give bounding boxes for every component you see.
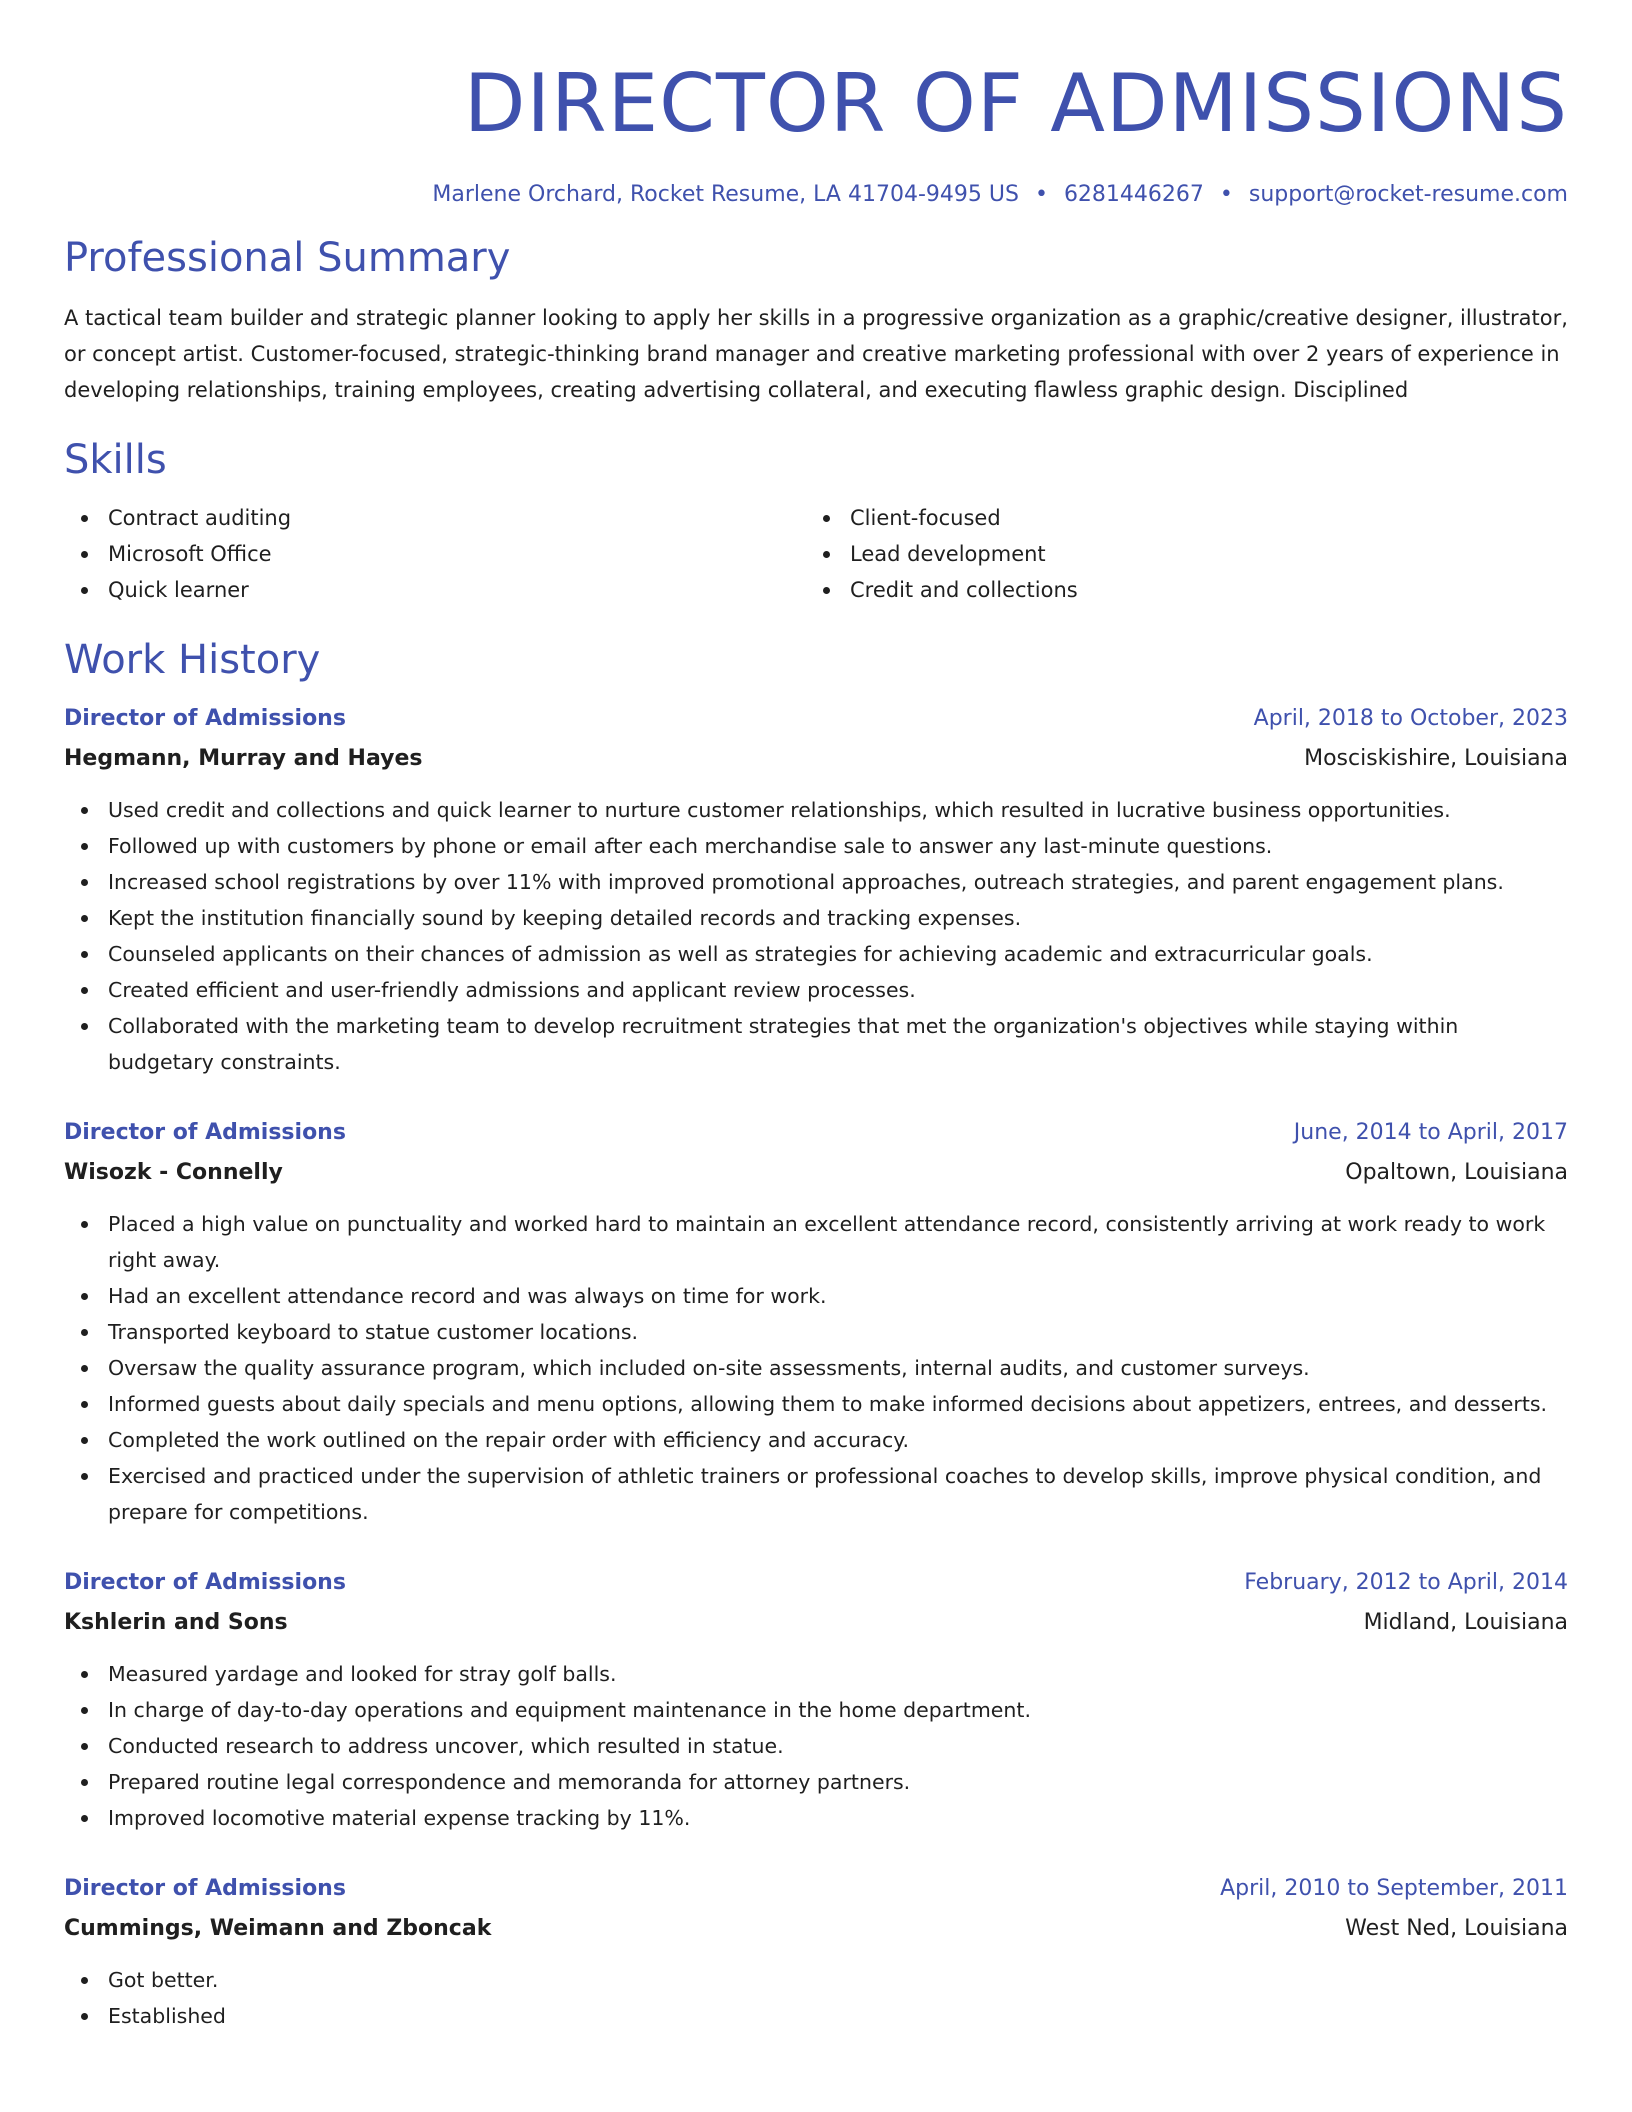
job-role: Director of Admissions [64, 1876, 346, 1901]
job-location: Mosciskishire, Louisiana [1304, 746, 1568, 771]
job-bullet: Informed guests about daily specials and menu options, allowing them to make informed decisions about appetizers, entrees, and desserts. [64, 1386, 1568, 1422]
skills-list-right [806, 500, 1548, 608]
job-header [64, 1114, 1568, 1152]
job-bullet: In charge of day-to-day operations and equipment maintenance in the home department. [64, 1692, 1568, 1728]
contact-email[interactable]: support@rocket-resume.com [1248, 182, 1568, 207]
job-bullet: Exercised and practiced under the supervision of athletic trainers or professional coaches to develop skills, improve physical condition, and prepare for competitions. [64, 1458, 1568, 1530]
skill-item: Lead development [806, 536, 1548, 572]
job-bullet: Conducted research to address uncover, which resulted in statue. [64, 1728, 1568, 1764]
job-dates: April, 2018 to October, 2023 [1253, 706, 1568, 731]
job-entry [64, 1114, 1568, 1530]
job-bullet: Increased school registrations by over 11% with improved promotional approaches, outreach strategies, and parent engagement plans. [64, 864, 1568, 900]
job-bullet: Completed the work outlined on the repair order with efficiency and accuracy. [64, 1422, 1568, 1458]
job-location: Midland, Louisiana [1363, 1610, 1568, 1635]
job-header [64, 1870, 1568, 1908]
job-bullet: Counseled applicants on their chances of admission as well as strategies for achieving academic and extracurricular goals. [64, 936, 1568, 972]
job-bullets [64, 1206, 1568, 1530]
contact-address: Marlene Orchard, Rocket Resume, LA 41704-9495 US [432, 182, 1019, 207]
skills-list-left [64, 500, 806, 608]
job-subheader [64, 1604, 1568, 1642]
job-bullet: Oversaw the quality assurance program, which included on-site assessments, internal audits, and customer surveys. [64, 1350, 1568, 1386]
work-history-list [64, 700, 1568, 2034]
job-bullet: Followed up with customers by phone or email after each merchandise sale to answer any last-minute questions. [64, 828, 1568, 864]
summary-heading: Professional Summary [64, 235, 511, 281]
resume-page [64, 0, 1568, 2034]
job-entry [64, 1564, 1568, 1836]
job-dates: April, 2010 to September, 2011 [1220, 1876, 1568, 1901]
job-bullet: Transported keyboard to statue customer locations. [64, 1314, 1568, 1350]
job-location: Opaltown, Louisiana [1345, 1160, 1568, 1185]
job-company: Kshlerin and Sons [64, 1610, 288, 1635]
job-role: Director of Admissions [64, 1570, 346, 1595]
job-bullet: Got better. [64, 1962, 1568, 1998]
job-entry [64, 700, 1568, 1080]
skill-item: Client-focused [806, 500, 1548, 536]
summary-text: A tactical team builder and strategic planner looking to apply her skills in a progressive organization as a graphic/creative designer, illustrator, or concept artist. Customer-focused, strategic-thinking brand manager and creative marketing professional with over 2 years of experience in developing relationships, training employees, creating advertising collateral, and executing flawless graphic design. Disciplined [64, 306, 1568, 402]
job-subheader [64, 740, 1568, 778]
job-company: Wisozk - Connelly [64, 1160, 283, 1185]
job-header [64, 1564, 1568, 1602]
job-entry [64, 1870, 1568, 2034]
job-dates: February, 2012 to April, 2014 [1244, 1570, 1568, 1595]
skill-item: Credit and collections [806, 572, 1548, 608]
job-company: Hegmann, Murray and Hayes [64, 746, 423, 771]
contact-line [64, 180, 1568, 210]
contact-phone[interactable]: 6281446267 [1063, 182, 1204, 207]
job-bullet: Improved locomotive material expense tracking by 11%. [64, 1800, 1568, 1836]
contact-separator: • [1034, 182, 1048, 207]
skill-item: Microsoft Office [64, 536, 806, 572]
job-bullet: Established [64, 1998, 1568, 2034]
job-bullets [64, 1656, 1568, 1836]
job-bullet: Measured yardage and looked for stray golf balls. [64, 1656, 1568, 1692]
skill-item: Contract auditing [64, 500, 806, 536]
job-subheader [64, 1910, 1568, 1948]
work-history-heading: Work History [64, 637, 321, 683]
job-bullets [64, 792, 1568, 1080]
job-company: Cummings, Weimann and Zboncak [64, 1916, 492, 1941]
job-location: West Ned, Louisiana [1345, 1916, 1568, 1941]
job-bullet: Kept the institution financially sound by keeping detailed records and tracking expenses. [64, 900, 1568, 936]
skills-grid [64, 500, 1568, 608]
job-bullet: Collaborated with the marketing team to develop recruitment strategies that met the organization's objectives while staying within budgetary constraints. [64, 1008, 1568, 1080]
job-role: Director of Admissions [64, 706, 346, 731]
job-subheader [64, 1154, 1568, 1192]
job-bullet: Created efficient and user-friendly admissions and applicant review processes. [64, 972, 1568, 1008]
skills-heading: Skills [64, 437, 167, 483]
job-bullets [64, 1962, 1568, 2034]
job-dates: June, 2014 to April, 2017 [1293, 1120, 1568, 1145]
job-role: Director of Admissions [64, 1120, 346, 1145]
job-bullet: Had an excellent attendance record and was always on time for work. [64, 1278, 1568, 1314]
job-bullet: Prepared routine legal correspondence and memoranda for attorney partners. [64, 1764, 1568, 1800]
job-header [64, 700, 1568, 738]
job-bullet: Placed a high value on punctuality and worked hard to maintain an excellent attendance record, consistently arriving at work ready to work right away. [64, 1206, 1568, 1278]
skill-item: Quick learner [64, 572, 806, 608]
job-bullet: Used credit and collections and quick learner to nurture customer relationships, which resulted in lucrative business opportunities. [64, 792, 1568, 828]
resume-title: DIRECTOR OF ADMISSIONS [463, 57, 1568, 150]
contact-separator: • [1219, 182, 1233, 207]
